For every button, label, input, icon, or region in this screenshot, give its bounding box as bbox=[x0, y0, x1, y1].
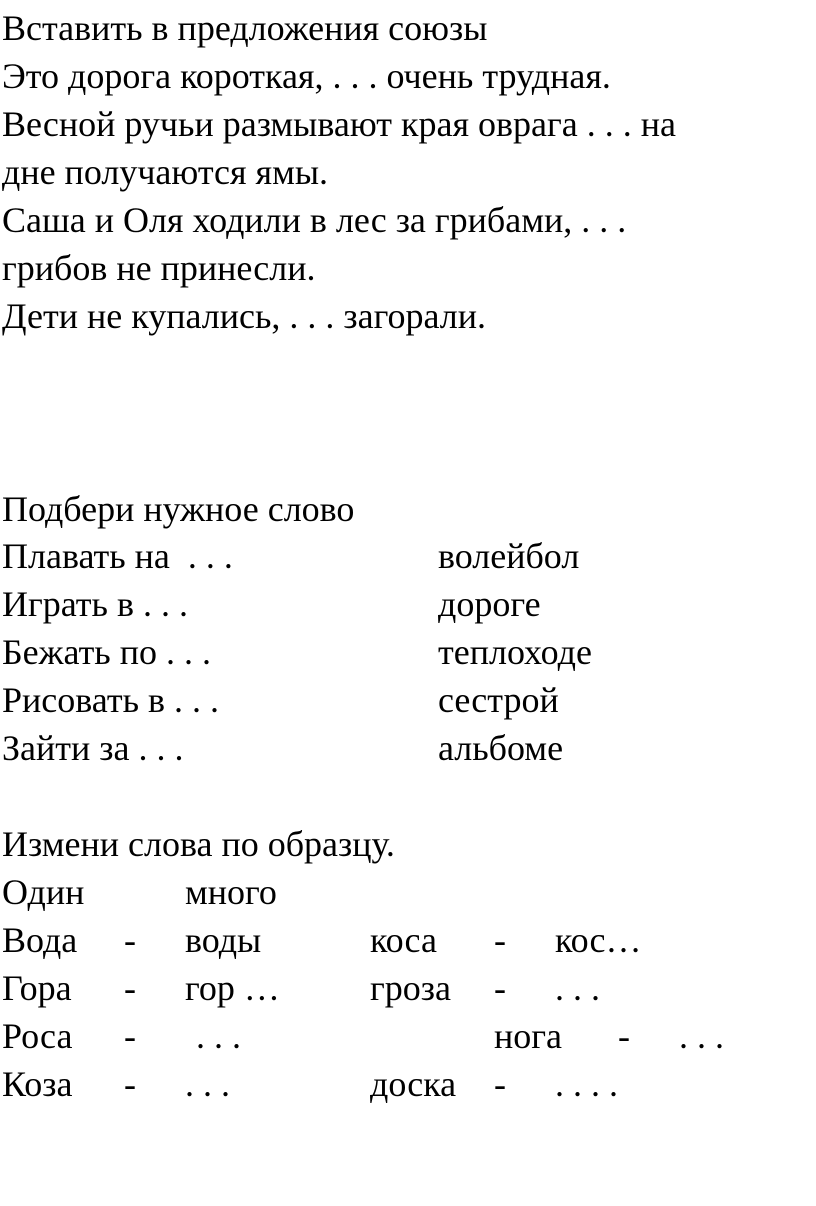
word-singular: Гора bbox=[2, 968, 72, 1008]
word-singular: нога bbox=[494, 1016, 563, 1056]
phrase-left: Плавать на . . . bbox=[2, 536, 233, 576]
sentence-1: Это дорога короткая, . . . очень трудная. bbox=[2, 56, 611, 96]
word-plural: . . . bbox=[196, 1016, 241, 1056]
dash: - bbox=[618, 1016, 630, 1056]
word-option: альбоме bbox=[438, 728, 564, 768]
dash: - bbox=[124, 968, 136, 1008]
phrase-left: Рисовать в . . . bbox=[2, 680, 219, 720]
word-singular: коса bbox=[370, 920, 437, 960]
dash: - bbox=[494, 968, 506, 1008]
section1-title: Вставить в предложения союзы bbox=[2, 8, 488, 48]
section2-title: Подбери нужное слово bbox=[2, 489, 355, 529]
dash: - bbox=[494, 1064, 506, 1104]
word-option: сестрой bbox=[438, 680, 559, 720]
word-singular: Роса bbox=[2, 1016, 73, 1056]
word-plural: воды bbox=[185, 920, 262, 960]
header-one: Один bbox=[2, 872, 85, 912]
word-option: теплоходе bbox=[438, 632, 592, 672]
word-plural: . . . bbox=[555, 968, 600, 1008]
section3-title: Измени слова по образцу. bbox=[2, 824, 395, 864]
sentence-4: Дети не купались, . . . загорали. bbox=[2, 296, 486, 336]
word-plural: . . . bbox=[185, 1064, 230, 1104]
phrase-left: Зайти за . . . bbox=[2, 728, 184, 768]
word-option: волейбол bbox=[438, 536, 580, 576]
word-singular: Вода bbox=[2, 920, 78, 960]
dash: - bbox=[494, 920, 506, 960]
dash: - bbox=[124, 920, 136, 960]
sentence-2-continuation: дне получаются ямы. bbox=[2, 152, 329, 192]
word-plural: кос… bbox=[555, 920, 642, 960]
dash: - bbox=[124, 1064, 136, 1104]
sentence-3: Саша и Оля ходили в лес за грибами, . . . bbox=[2, 200, 627, 240]
word-plural: гор … bbox=[185, 968, 280, 1008]
word-singular: Коза bbox=[2, 1064, 73, 1104]
dash: - bbox=[124, 1016, 136, 1056]
word-plural: . . . . bbox=[555, 1064, 618, 1104]
phrase-left: Бежать по . . . bbox=[2, 632, 211, 672]
phrase-left: Играть в . . . bbox=[2, 584, 188, 624]
sentence-2: Весной ручьи размывают края оврага . . . на bbox=[2, 104, 677, 144]
header-many: много bbox=[185, 872, 277, 912]
sentence-3-continuation: грибов не принесли. bbox=[2, 248, 316, 288]
word-plural: . . . bbox=[679, 1016, 724, 1056]
word-singular: доска bbox=[370, 1064, 457, 1104]
word-option: дороге bbox=[438, 584, 541, 624]
word-singular: гроза bbox=[370, 968, 451, 1008]
